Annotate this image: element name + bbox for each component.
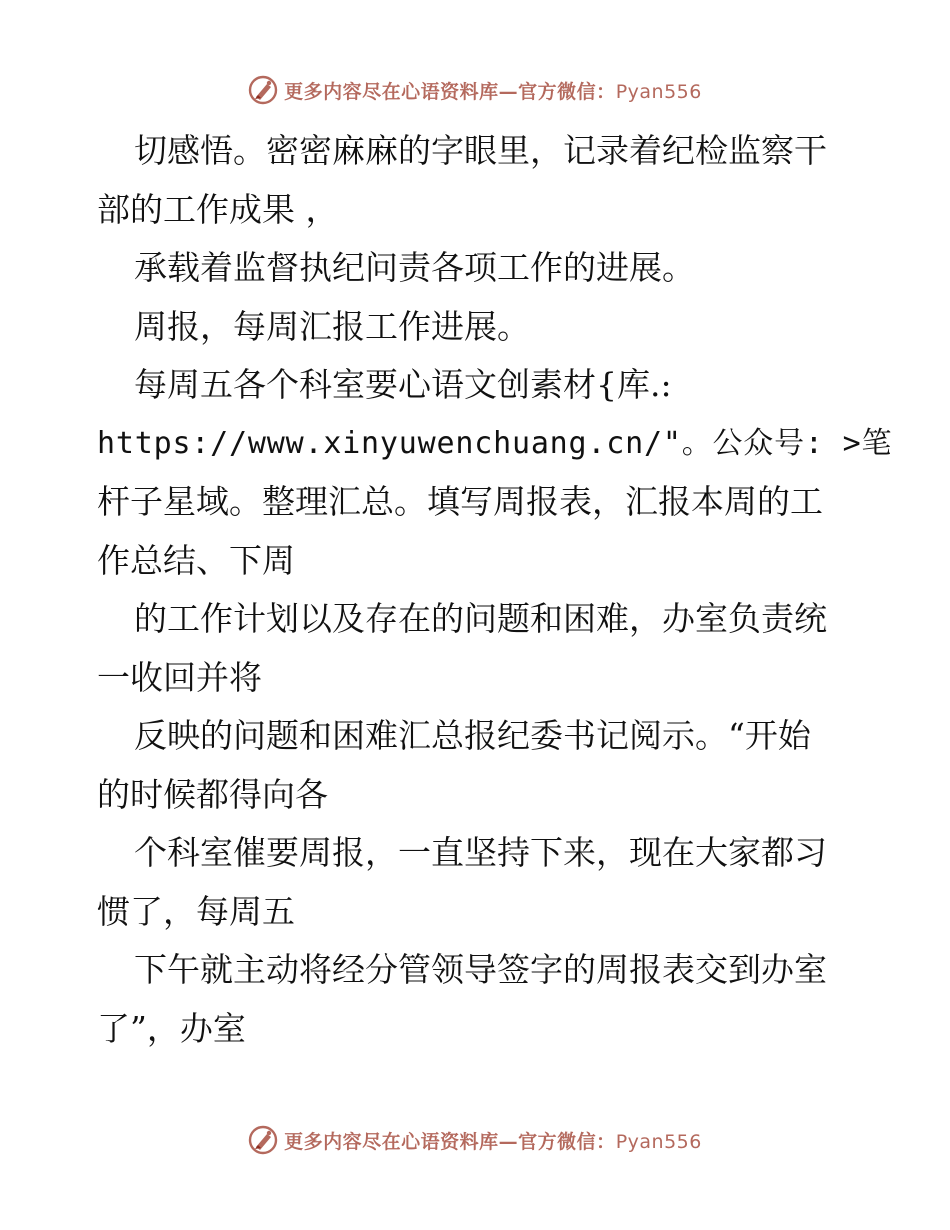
body-line: 每周五各个科室要心语文创素材{库.: (134, 365, 672, 404)
body-line: 了”，办室 (97, 1008, 246, 1048)
body-line: 承载着监督执纪问责各项工作的进展。 (134, 248, 695, 287)
body-line: 的工作计划以及存在的问题和困难，办室负责统 (134, 599, 827, 638)
header-text (284, 77, 702, 104)
header-wechat-id: Pyan556 (615, 80, 702, 103)
header-wechat-label: 官方微信： (518, 80, 616, 103)
footer-text (284, 1127, 702, 1154)
pen-nib-logo-icon (248, 75, 278, 105)
body-line: 切感悟。密密麻麻的字眼里，记录着纪检监察干 (134, 131, 827, 170)
footer-dash: — (498, 1130, 519, 1153)
body-line: 一收回并将 (97, 657, 262, 697)
body-line: 反映的问题和困难汇总报纪委书记阅示。“开始 (134, 716, 811, 755)
header-dash: — (498, 80, 519, 103)
body-line: 杆子星域。整理汇总。填写周报表，汇报本周的工 (97, 482, 823, 521)
footer-banner (0, 1120, 950, 1160)
body-line: 个科室催要周报，一直坚持下来，现在大家都习 (134, 833, 827, 872)
body-line: 作总结、下周 (97, 540, 295, 580)
body-line: 惯了，每周五 (97, 891, 295, 931)
body-line: 部的工作成果 ， (97, 189, 339, 229)
footer-brand: 更多内容尽在心语资料库 (284, 1130, 499, 1153)
pen-nib-logo-icon (248, 1125, 278, 1155)
body-line: 的时候都得向各 (97, 774, 328, 814)
body-line: 下午就主动将经分管领导签字的周报表交到办室 (134, 950, 827, 989)
footer-wechat-label: 官方微信： (518, 1130, 616, 1153)
footer-wechat-id: Pyan556 (615, 1130, 702, 1153)
document-body (97, 122, 893, 1058)
header-banner (0, 70, 950, 110)
body-line: 周报，每周汇报工作进展。 (134, 306, 530, 346)
body-line-url: https://www.xinyuwenchuang.cn/"。公众号: >笔 (97, 425, 893, 461)
header-brand: 更多内容尽在心语资料库 (284, 80, 499, 103)
